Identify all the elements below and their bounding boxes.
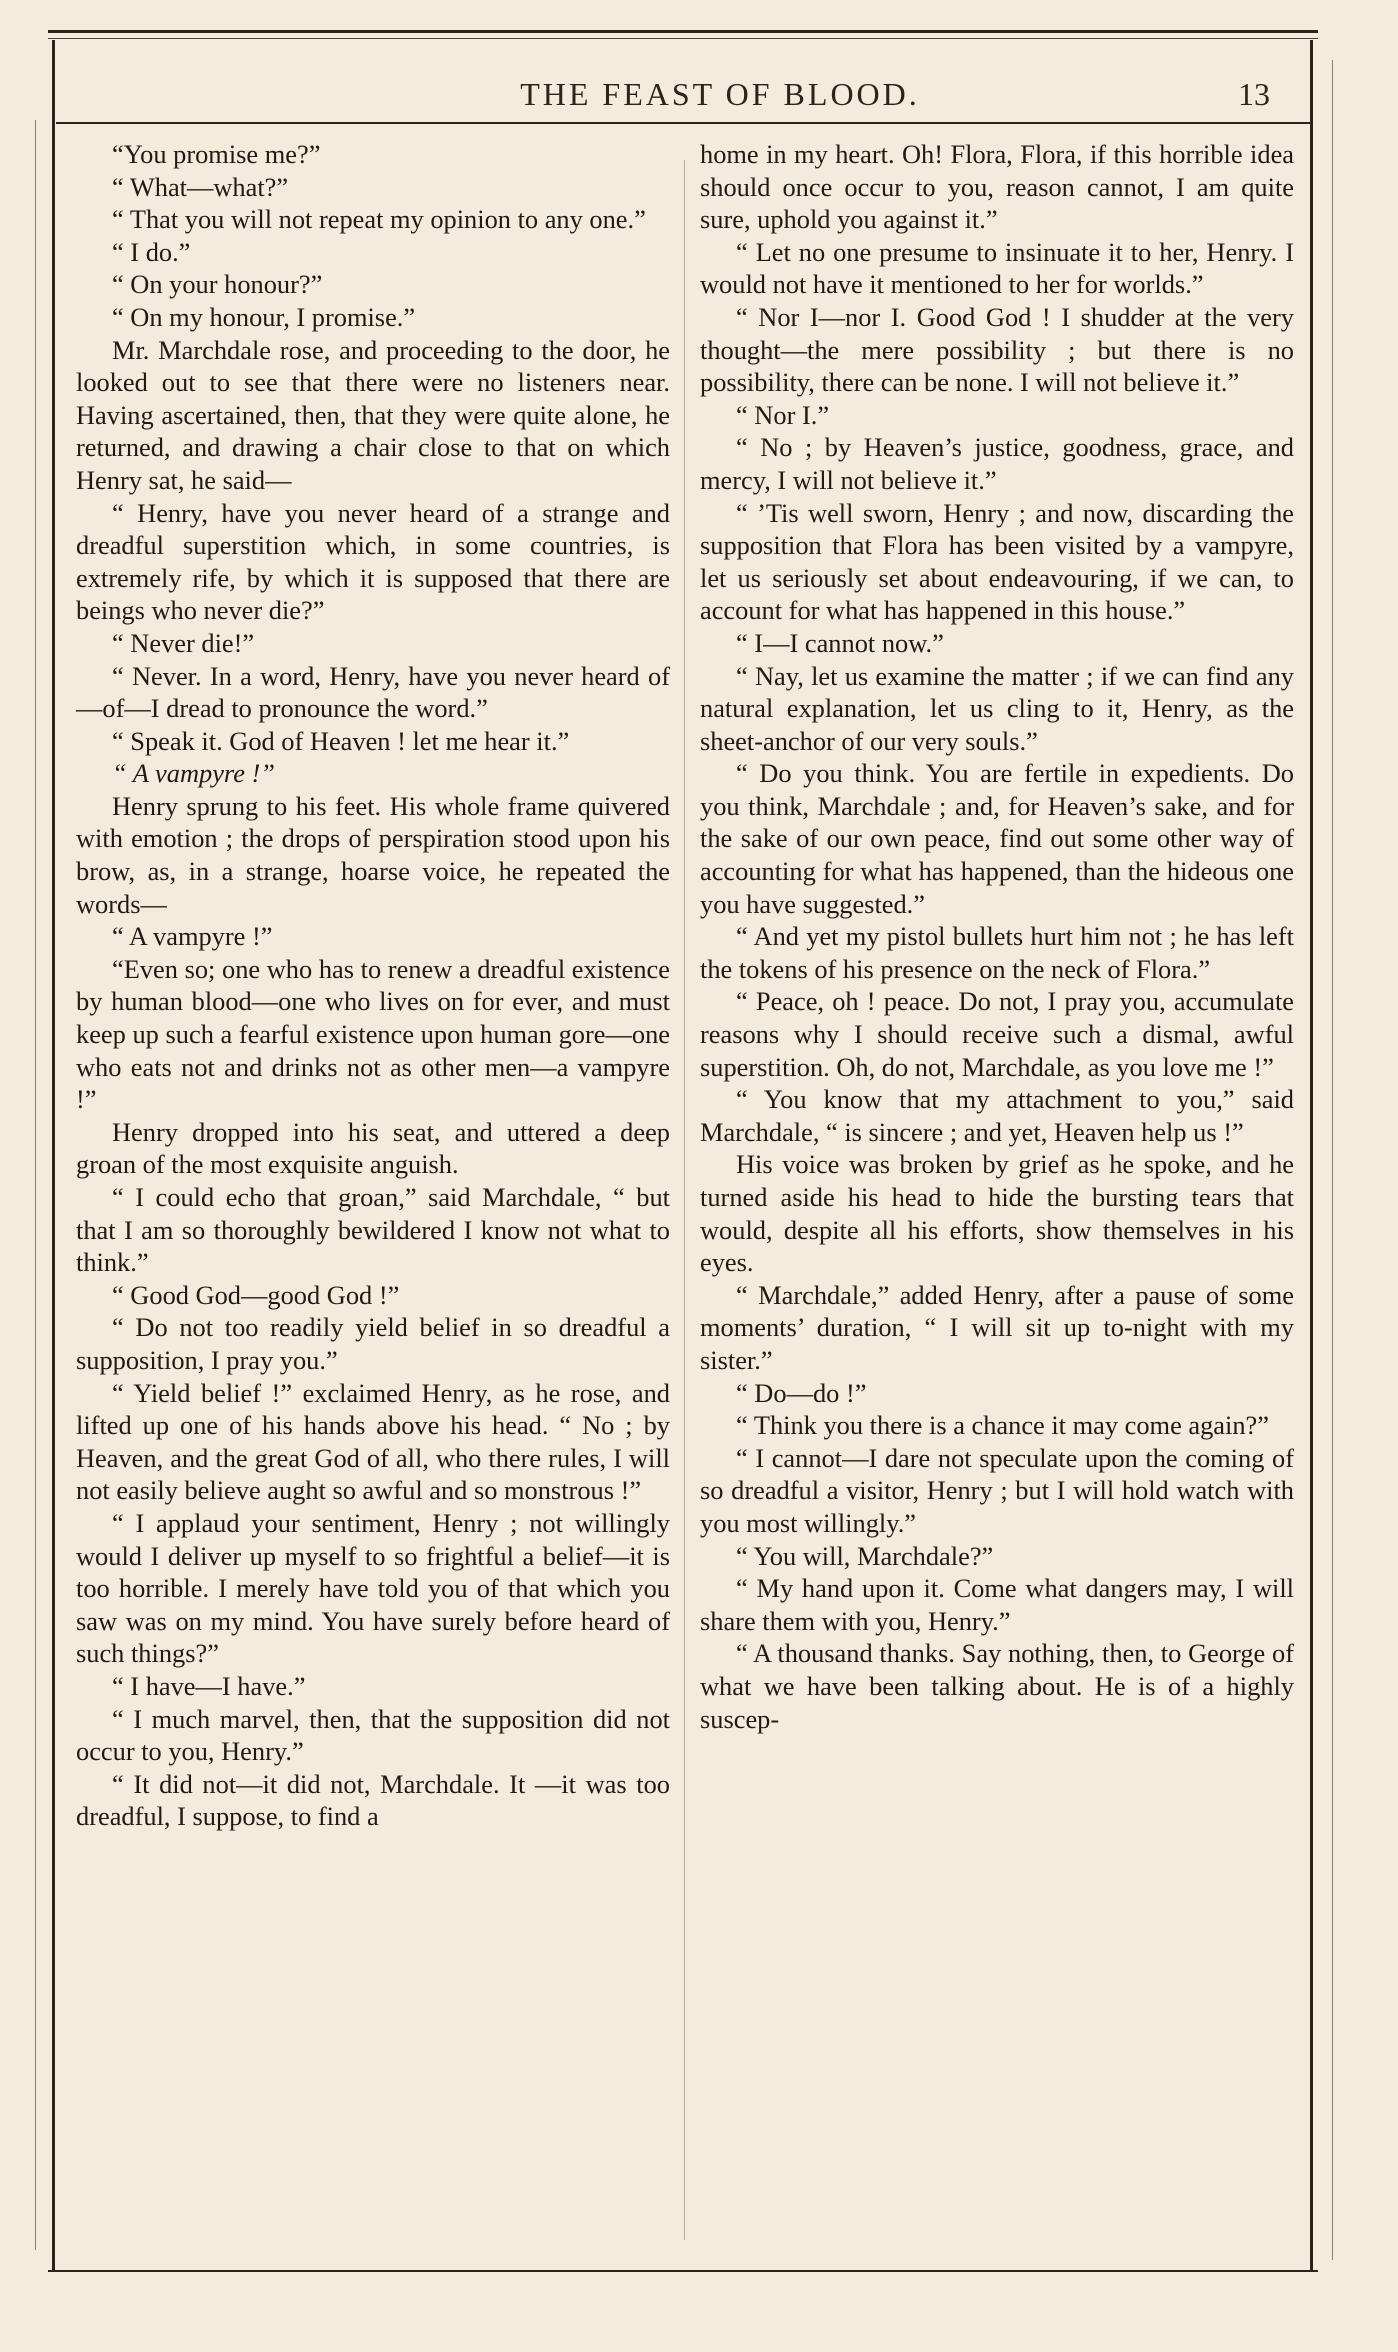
paragraph: “ Do—do !” xyxy=(736,1377,867,1408)
right-column xyxy=(700,138,1294,1735)
paragraph: “ You know that my attachment to you,” said Marchdale, “ is sincere ; and yet, Heaven help us !” xyxy=(700,1084,1294,1147)
paragraph: “ I could echo that groan,” said Marchdale, “ but that I am so thoroughly bewildered I know not what to think.” xyxy=(76,1182,670,1278)
right-border-rule xyxy=(1310,40,1313,2270)
paragraph: “ Speak it. God of Heaven ! let me hear it.” xyxy=(112,725,570,756)
running-head: THE FEAST OF BLOOD. xyxy=(520,76,920,112)
paragraph: “ A vampyre !” xyxy=(112,921,273,952)
paragraph: “ On your honour?” xyxy=(112,269,323,300)
paragraph: “ Never die!” xyxy=(112,627,255,658)
paragraph: “ Henry, have you never heard of a strange and dreadful superstition which, in some countries, is extremely rife, by which it is supposed that there are beings who never die?” xyxy=(76,497,670,626)
paragraph: “ I much marvel, then, that the supposition did not occur to you, Henry.” xyxy=(76,1703,670,1767)
bottom-border-rule xyxy=(48,2270,1318,2272)
paragraph: “Even so; one who has to renew a dreadful existence by human blood—one who lives on for ever, and must keep up such a fearful existence upon human gore—one who eats not and drinks not as other men—a vampyre !” xyxy=(76,953,670,1115)
paragraph: “ I cannot—I dare not speculate upon the coming of so dreadful a visitor, Henry ; but I will hold watch with you most willingly.” xyxy=(700,1442,1294,1538)
paragraph: “ Never. In a word, Henry, have you never heard of—of—I dread to pronounce the word.” xyxy=(76,660,670,724)
paragraph: “ No ; by Heaven’s justice, goodness, grace, and mercy, I will not believe it.” xyxy=(700,432,1294,495)
paragraph: “ Nor I—nor I. Good God ! I shudder at the very thought—the mere possibility ; but there is no possibility, there can be none. I will not believe it.” xyxy=(700,301,1294,398)
paragraph: “ A vampyre !” xyxy=(112,758,275,789)
paragraph: Henry sprung to his feet. His whole frame quivered with emotion ; the drops of perspiration stood upon his brow, as, in a strange, hoarse voice, he repeated the words— xyxy=(76,790,670,919)
paragraph: “ I do.” xyxy=(112,236,191,267)
paragraph: Mr. Marchdale rose, and proceeding to the door, he looked out to see that there were no listeners near. Having ascertained, then, that they were quite alone, he returned, and drawing a chair close to that on which Henry sat, he said— xyxy=(76,334,670,495)
paragraph: “ A thousand thanks. Say nothing, then, to George of what we have been talking about. He is of a highly suscep- xyxy=(700,1638,1294,1734)
paragraph: “ Marchdale,” added Henry, after a pause of some moments’ duration, “ I will sit up to-night with my sister.” xyxy=(700,1279,1294,1375)
paragraph: His voice was broken by grief as he spoke, and he turned aside his head to hide the bursting tears that would, despite all his efforts, show themselves in his eyes. xyxy=(700,1149,1294,1278)
paragraph: “ Nor I.” xyxy=(736,399,830,430)
top-border-rule-thin xyxy=(48,38,1318,39)
top-border-rule xyxy=(48,30,1318,33)
paragraph: “You promise me?” xyxy=(112,139,321,169)
left-column xyxy=(76,138,670,1833)
left-margin-line xyxy=(35,120,36,2250)
paragraph: home in my heart. Oh! Flora, Flora, if this horrible idea should once occur to you, reason cannot, I am quite sure, uphold you against it.” xyxy=(700,139,1294,235)
column-divider xyxy=(684,160,685,2240)
paragraph: “ That you will not repeat my opinion to any one.” xyxy=(112,204,646,235)
right-margin-line xyxy=(1332,60,1333,2260)
left-border-rule xyxy=(52,40,55,2270)
paragraph: “ What—what?” xyxy=(112,171,289,202)
page-number: 13 xyxy=(1238,76,1270,112)
paragraph: “ Nay, let us examine the matter ; if we can find any natural explanation, let us cling to it, Henry, as the sheet-anchor of our very souls.” xyxy=(700,660,1294,756)
paragraph: “ And yet my pistol bullets hurt him not ; he has left the tokens of his presence on the neck of Flora.” xyxy=(700,921,1294,984)
paragraph: “ Yield belief !” exclaimed Henry, as he rose, and lifted up one of his hands above his head. “ No ; by Heaven, and the great God of all, who there rules, I will not easily believe aught so awful and so monstrous !” xyxy=(76,1377,670,1506)
paragraph: “ I have—I have.” xyxy=(112,1670,306,1701)
paragraph: “ I—I cannot now.” xyxy=(736,627,944,658)
paragraph: “ I applaud your sentiment, Henry ; not willingly would I deliver up myself to so frightful a belief—it is too horrible. I merely have told you of that which you saw was on my mind. You have surely before heard of such things?” xyxy=(76,1507,670,1669)
paragraph: “ ’Tis well sworn, Henry ; and now, discarding the supposition that Flora has been visited by a vampyre, let us seriously set about endeavouring, if we can, to account for what has happened in this house.” xyxy=(700,497,1294,626)
paragraph: “ Think you there is a chance it may come again?” xyxy=(736,1410,1269,1441)
paragraph: “ It did not—it did not, Marchdale. It —it was too dreadful, I suppose, to find a xyxy=(76,1768,670,1832)
paragraph: “ You will, Marchdale?” xyxy=(736,1540,994,1571)
paragraph: “ Peace, oh ! peace. Do not, I pray you, accumulate reasons why I should receive such a dismal, awful superstition. Oh, do not, Marchdale, as you love me !” xyxy=(700,986,1294,1082)
paragraph: “ My hand upon it. Come what dangers may, I will share them with you, Henry.” xyxy=(700,1573,1294,1636)
paragraph: “ Do not too readily yield belief in so dreadful a supposition, I pray you.” xyxy=(76,1312,670,1375)
paragraph: “ On my honour, I promise.” xyxy=(112,301,416,332)
paragraph: “ Let no one presume to insinuate it to her, Henry. I would not have it mentioned to her for worlds.” xyxy=(700,236,1294,300)
paragraph: Henry dropped into his seat, and uttered a deep groan of the most exquisite anguish. xyxy=(76,1116,670,1180)
paragraph: “ Do you think. You are fertile in expedients. Do you think, Marchdale ; and, for Heaven’s sake, and for the sake of our own peace, find out some other way of accounting for what has happened, than the hideous one you have suggested.” xyxy=(700,758,1294,919)
header-rule xyxy=(56,122,1310,124)
paragraph: “ Good God—good God !” xyxy=(112,1279,400,1310)
